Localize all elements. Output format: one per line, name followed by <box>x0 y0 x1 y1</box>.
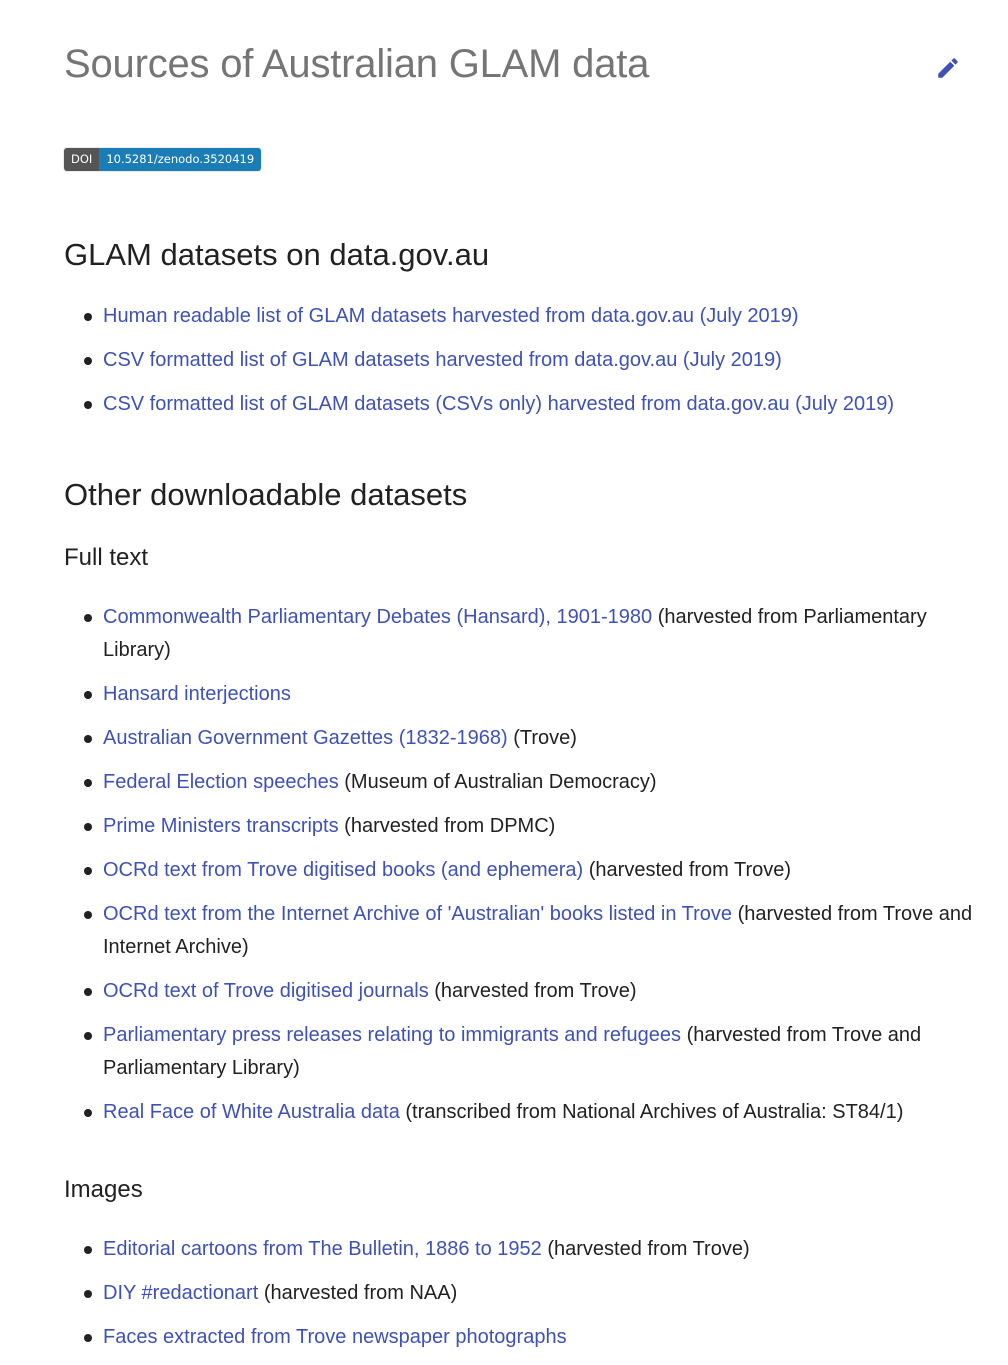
doi-badge-label: DOI <box>64 148 99 171</box>
dataset-source-note: (harvested from Trove) <box>428 980 637 1002</box>
list-item <box>64 300 974 333</box>
page-title: Sources of Australian GLAM data <box>64 42 650 86</box>
list-item <box>64 898 974 964</box>
dataset-source-note: (harvested from Trove) <box>583 859 792 881</box>
subsection-heading-images: Images <box>64 1176 143 1203</box>
dataset-link[interactable]: Faces extracted from Trove newspaper photographs <box>103 1326 567 1348</box>
dataset-source-note: (harvested from Trove and Internet Archive) <box>103 903 973 958</box>
dataset-link[interactable]: Australian Government Gazettes (1832-1968) <box>103 727 508 749</box>
list-item <box>64 1321 974 1354</box>
full-text-list <box>64 601 974 1140</box>
subsection-heading-full-text: Full text <box>64 544 149 571</box>
dataset-link[interactable]: CSV formatted list of GLAM datasets harvested from data.gov.au (July 2019) <box>103 349 782 371</box>
glam-datasets-list <box>64 300 974 432</box>
dataset-link[interactable]: OCRd text from Trove digitised books (and ephemera) <box>103 859 584 881</box>
dataset-link[interactable]: CSV formatted list of GLAM datasets (CSVs only) harvested from data.gov.au (July 2019) <box>103 393 895 415</box>
dataset-source-note: (harvested from DPMC) <box>338 815 556 837</box>
dataset-link[interactable]: DIY #redactionart <box>103 1282 259 1304</box>
list-item <box>64 1019 974 1085</box>
list-item <box>64 678 974 711</box>
list-item <box>64 854 974 887</box>
dataset-link[interactable]: OCRd text from the Internet Archive of 'Australian' books listed in Trove <box>103 903 733 925</box>
dataset-source-note: (transcribed from National Archives of Australia: ST84/1) <box>399 1101 904 1123</box>
dataset-link[interactable]: Parliamentary press releases relating to immigrants and refugees <box>103 1024 682 1046</box>
dataset-source-note: (Trove) <box>507 727 577 749</box>
list-item <box>64 1233 974 1266</box>
dataset-link[interactable]: Commonwealth Parliamentary Debates (Hansard), 1901-1980 <box>103 606 653 628</box>
dataset-source-note: (Museum of Australian Democracy) <box>338 771 657 793</box>
list-item <box>64 1277 974 1310</box>
dataset-source-note: (harvested from Trove) <box>541 1238 750 1260</box>
edit-page-button[interactable] <box>932 52 964 84</box>
list-item <box>64 388 974 421</box>
list-item <box>64 810 974 843</box>
list-item <box>64 601 974 667</box>
list-item <box>64 975 974 1008</box>
section-heading-glam-datasets: GLAM datasets on data.gov.au <box>64 237 490 272</box>
doi-badge-value: 10.5281/zenodo.3520419 <box>99 148 261 171</box>
dataset-link[interactable]: Human readable list of GLAM datasets harvested from data.gov.au (July 2019) <box>103 305 799 327</box>
list-item <box>64 1096 974 1129</box>
dataset-link[interactable]: OCRd text of Trove digitised journals <box>103 980 429 1002</box>
dataset-link[interactable]: Real Face of White Australia data <box>103 1101 400 1123</box>
dataset-link[interactable]: Prime Ministers transcripts <box>103 815 339 837</box>
dataset-link[interactable]: Editorial cartoons from The Bulletin, 1886 to 1952 <box>103 1238 542 1260</box>
dataset-source-note: (harvested from Parliamentary Library) <box>103 606 927 661</box>
list-item <box>64 766 974 799</box>
doi-badge[interactable] <box>64 148 261 171</box>
dataset-source-note: (harvested from NAA) <box>258 1282 458 1304</box>
pencil-icon <box>935 55 961 81</box>
list-item <box>64 722 974 755</box>
dataset-source-note: (harvested from Trove and Parliamentary Library) <box>103 1024 922 1079</box>
dataset-link[interactable]: Hansard interjections <box>103 683 291 705</box>
dataset-link[interactable]: Federal Election speeches <box>103 771 339 793</box>
section-heading-other-datasets: Other downloadable datasets <box>64 477 468 512</box>
images-list <box>64 1233 974 1365</box>
list-item <box>64 344 974 377</box>
